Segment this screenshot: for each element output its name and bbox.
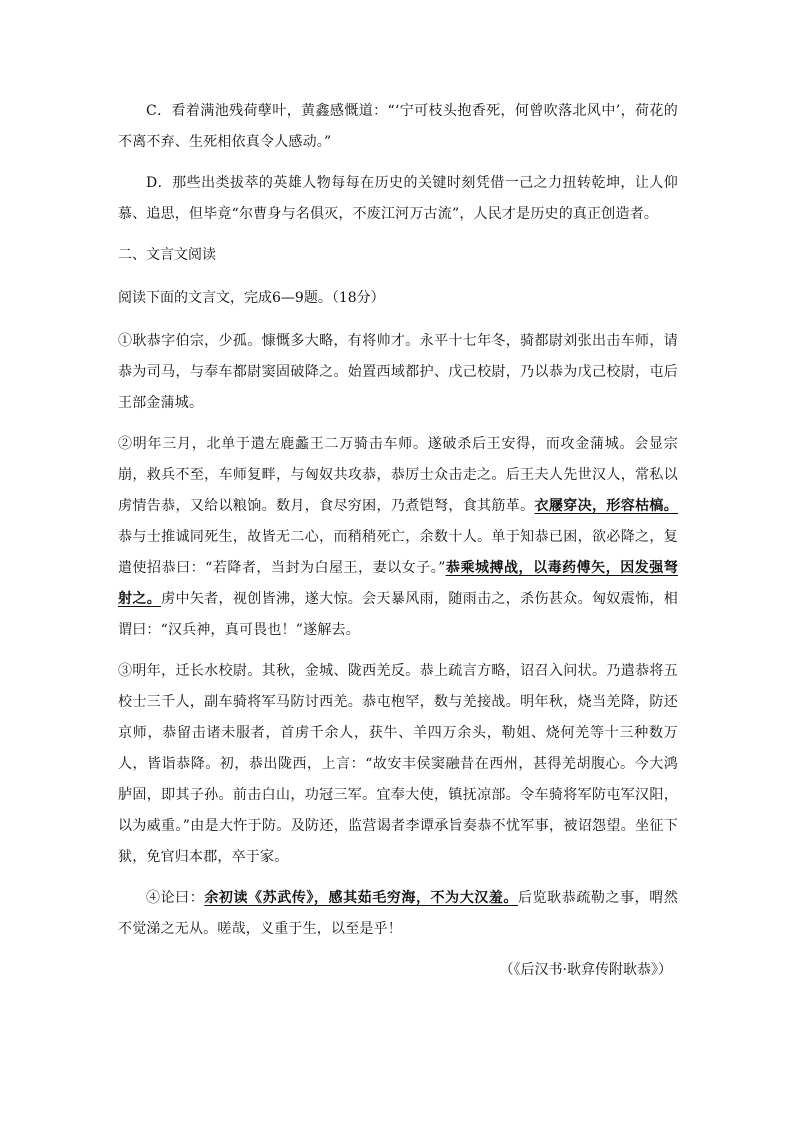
option-d: D．那些出类拔萃的英雄人物每每在历史的关键时刻凭借一己之力扭转乾坤，让人仰慕、追思，但毕竟“尔曹身与名俱灭，不废江河万古流”，人民才是历史的真正创造者。 — [118, 175, 678, 222]
passage-paragraph-2 — [118, 429, 678, 646]
paragraph-2-text-e: 虏中矢者，视创皆沸，遂大惊。会天暴风雨，随雨击之，杀伤甚众。匈奴震怖，相谓曰：“汉兵神，真可畏也！”遂解去。 — [118, 591, 678, 638]
paragraph-2-highlight-2: 恭乘城搏战，以毒药傅矢，因发强弩射之。 — [118, 560, 678, 607]
passage-paragraph-4 — [118, 883, 678, 945]
passage-paragraph-3: ③明年，迁长水校尉。其秋，金城、陇西羌反。恭上疏言方略，诏召入问状。乃遣恭将五校士三千人，副车骑将军马防讨西羌。恭屯枹罕，数与羌接战。明年秋，烧当羌降，防还京师，恭留击诸未服者，首虏千余人，获牛、羊四万余头，勒姐、烧何羌等十三种数万人，皆诣恭降。初，恭出陇西，上言：“故安丰侯窦融昔在西州，甚得羌胡腹心。今大鸿胪固，即其子孙。前击白山，功冠三军。宜奉大使，镇抚凉部。令车骑将军防屯军汉阳，以为威重。”由是大忤于防。及防还，监营谒者李谭承旨奏恭不忧军事，被诏怨望。坐征下狱，免官归本郡，卒于家。 — [118, 663, 678, 865]
paragraph-4-text-a: ④论曰： — [146, 890, 205, 906]
option-c: C．看着满池残荷孽叶，黄鑫感慨道：“‘宁可枝头抱香死，何曾吹落北风中’，荷花的不离不弃、生死相依真令人感动。” — [118, 103, 678, 150]
passage-paragraph-1: ①耿恭字伯宗，少孤。慷慨多大略，有将帅才。永平十七年冬，骑都尉刘张出击车师，请恭为司马，与奉车都尉窦固破降之。始置西域都护、戊己校尉，乃以恭为戊己校尉，屯后王部金蒲城。 — [118, 333, 678, 411]
document-page — [118, 96, 678, 986]
paragraph-4-text-c: 后览耿恭疏勒之事，喟然不觉涕之无从。嗟哉，义重于生，以至是乎！ — [118, 890, 678, 937]
section-title: 二、文言文阅读 — [118, 247, 216, 263]
paragraph-2-highlight-1: 衣屦穿决，形容枯槁。 — [534, 498, 678, 514]
paragraph-2-text-a: ②明年三月，北单于遣左鹿蠡王二万骑击车师。遂破杀后王安得，而攻金蒲城。会显宗崩，救兵不至，车师复畔，与匈奴共攻恭，恭厉士众击走之。后王夫人先世汉人，常私以虏情告恭，又给以粮饷。数月，食尽穷困，乃煮铠弩，食其筋革。 — [118, 436, 678, 514]
paragraph-4-highlight: 余初读《苏武传》，感其茹毛穷海，不为大汉羞。 — [204, 890, 519, 906]
instruction: 阅读下面的文言文，完成6—9题。（18分） — [118, 290, 385, 306]
paragraph-2-text-c: 恭与士推诚同死生，故皆无二心，而稍稍死亡，余数十人。单于知恭已困，欲必降之，复遣使招恭曰：“若降者，当封为白屋王，妻以女子。” — [118, 529, 678, 576]
source-citation: （《后汉书·耿弇传附耿恭》） — [499, 962, 672, 978]
